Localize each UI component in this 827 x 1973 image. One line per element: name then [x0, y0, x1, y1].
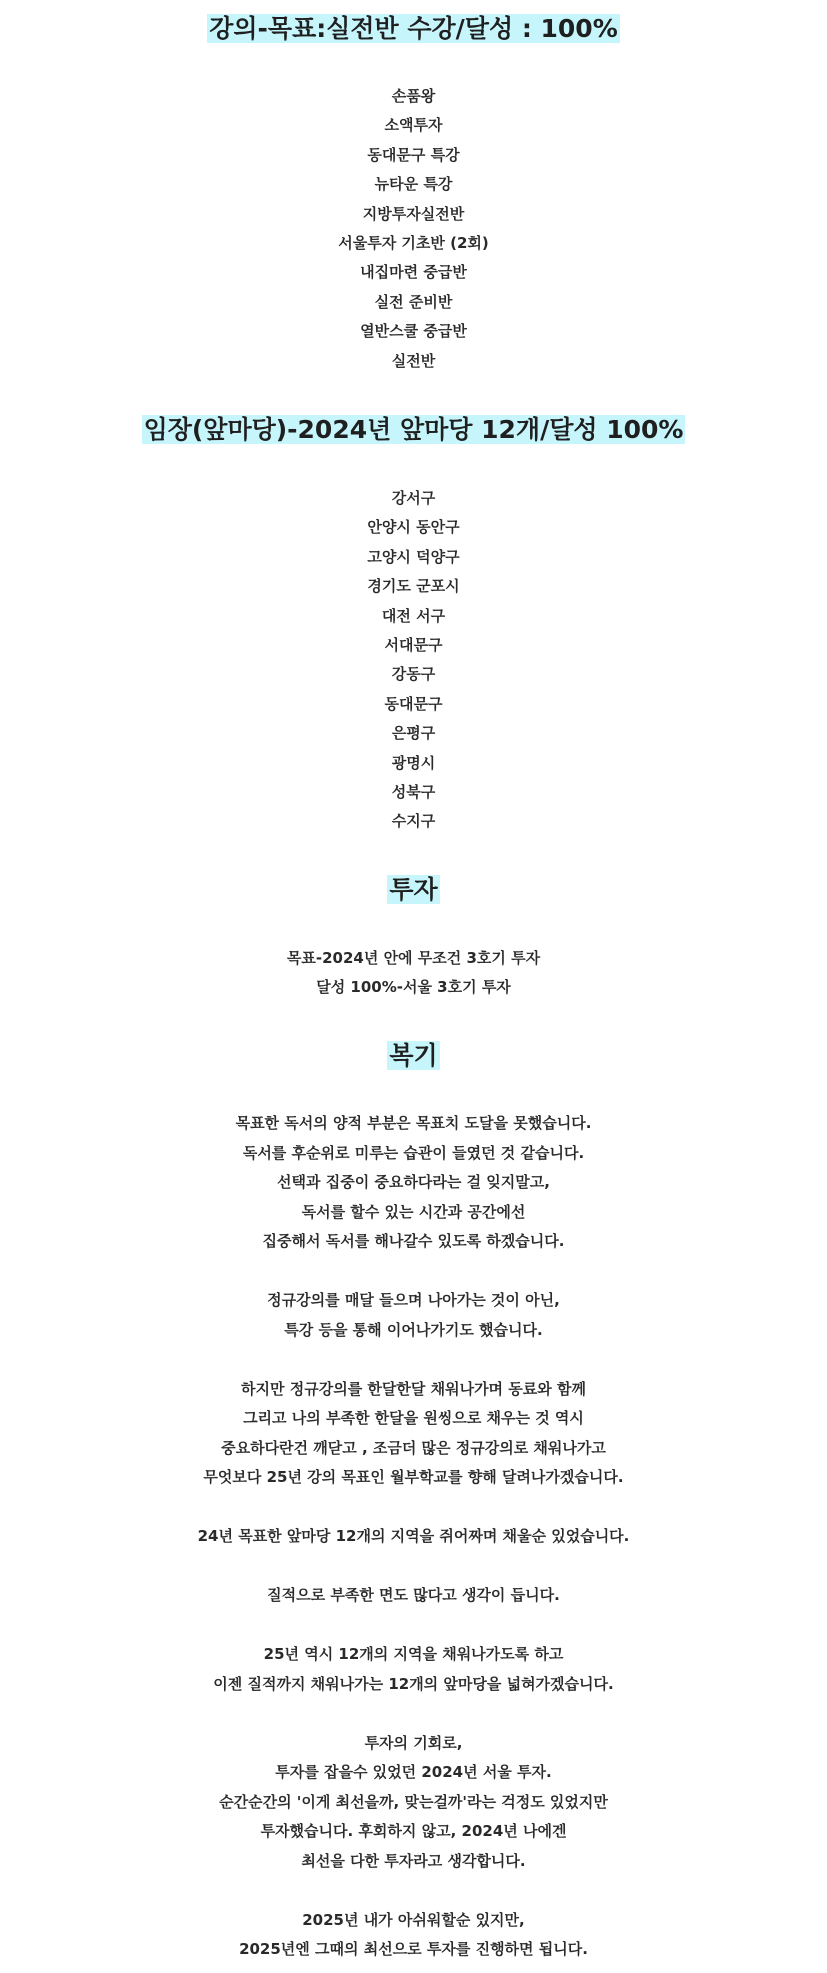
- section-heading-investment: [0, 873, 827, 907]
- investment-list: [0, 944, 827, 1003]
- list-item: 손품왕: [391, 87, 436, 105]
- region-list: [0, 484, 827, 837]
- blank-line: [0, 1345, 827, 1375]
- list-item: 대전 서구: [381, 606, 446, 625]
- list-item: 성북구: [391, 782, 436, 801]
- review-line: 집중해서 독서를 해나갈수 있도록 하겠습니다.: [262, 1232, 565, 1250]
- blank-line: [0, 1876, 827, 1906]
- blank-line: [0, 1257, 827, 1287]
- review-line: 24년 목표한 앞마당 12개의 지역을 쥐어짜며 채울순 있었습니다.: [197, 1527, 630, 1545]
- review-line: 특강 등을 통해 이어나가기도 했습니다.: [284, 1320, 543, 1339]
- review-line: 최선을 다한 투자라고 생각합니다.: [301, 1851, 526, 1870]
- list-item: 경기도 군포시: [367, 577, 460, 596]
- review-line: 이젠 질적까지 채워나가는 12개의 앞마당을 넓혀가겠습니다.: [213, 1674, 614, 1693]
- section-heading-review: [0, 1039, 827, 1073]
- blank-line: [0, 1611, 827, 1641]
- blank-line: [0, 1699, 827, 1729]
- review-line: 투자했습니다. 후회하지 않고, 2024년 나에겐: [260, 1822, 567, 1840]
- review-line: 투자를 잡을수 있었던 2024년 서울 투자.: [275, 1763, 552, 1781]
- review-paragraph: [0, 1109, 827, 1965]
- list-item: 고양시 덕양구: [367, 547, 460, 566]
- review-line: 질적으로 부족한 면도 많다고 생각이 듭니다.: [267, 1586, 560, 1604]
- list-item: 실전반: [391, 351, 436, 370]
- heading-highlight: 복기: [389, 1041, 438, 1070]
- heading-highlight: 임장(앞마당)-2024년 앞마당 12개/달성 100%: [143, 415, 684, 444]
- list-item: 동대문구 특강: [367, 145, 460, 164]
- section-heading-lectures: [0, 12, 827, 46]
- list-item: 안양시 동안구: [367, 518, 460, 537]
- review-line: 투자의 기회로,: [364, 1733, 463, 1752]
- list-item: 강동구: [391, 665, 436, 684]
- review-line: 목표한 독서의 양적 부분은 목표치 도달을 못했습니다.: [235, 1114, 592, 1132]
- review-line: 25년 역시 12개의 지역을 채워나가도록 하고: [263, 1645, 564, 1663]
- list-item: 강서구: [391, 489, 436, 507]
- list-item: 광명시: [391, 753, 436, 772]
- review-line: 2025년엔 그때의 최선으로 투자를 진행하면 됩니다.: [239, 1940, 588, 1958]
- list-item: 달성 100%-서울 3호기 투자: [316, 978, 511, 997]
- review-line: 독서를 할수 있는 시간과 공간에선: [301, 1202, 526, 1221]
- review-line: 무엇보다 25년 강의 목표인 월부학교를 향해 달려나가겠습니다.: [203, 1468, 624, 1486]
- review-line: 순간순간의 '이게 최선을까, 맞는걸까'라는 걱정도 있었지만: [219, 1792, 608, 1811]
- list-item: 열반스쿨 중급반: [360, 322, 467, 341]
- heading-highlight: 강의-목표:실전반 수강/달성 : 100%: [209, 14, 618, 43]
- heading-highlight: 투자: [389, 875, 438, 904]
- review-line: 하지만 정규강의를 한달한달 채워나가며 동료와 함께: [241, 1379, 586, 1398]
- list-item: 뉴타운 특강: [374, 175, 453, 194]
- list-item: 내집마련 중급반: [360, 263, 467, 282]
- lecture-list: [0, 82, 827, 376]
- section-heading-imjang: [0, 413, 827, 447]
- list-item: 수지구: [391, 812, 436, 831]
- list-item: 지방투자실전반: [362, 204, 465, 223]
- blank-line: [0, 1552, 827, 1582]
- list-item: 서울투자 기초반 (2회): [338, 233, 489, 252]
- review-line: 선택과 집중이 중요하다라는 걸 잊지말고,: [277, 1173, 550, 1191]
- blank-line: [0, 1493, 827, 1523]
- list-item: 실전 준비반: [374, 292, 453, 311]
- list-item: 목표-2024년 안에 무조건 3호기 투자: [286, 949, 541, 967]
- list-item: 은평구: [391, 724, 436, 743]
- review-line: 중요하다란건 깨닫고 , 조금더 많은 정규강의로 채워나가고: [221, 1438, 606, 1457]
- list-item: 동대문구: [384, 694, 443, 713]
- review-line: 2025년 내가 아쉬워할순 있지만,: [302, 1910, 525, 1929]
- review-line: 정규강의를 매달 들으며 나아가는 것이 아닌,: [267, 1291, 560, 1309]
- list-item: 소액투자: [384, 116, 443, 135]
- review-line: 독서를 후순위로 미루는 습관이 들였던 것 같습니다.: [242, 1143, 585, 1162]
- review-line: 그리고 나의 부족한 한달을 원씽으로 채우는 것 역시: [243, 1409, 584, 1427]
- list-item: 서대문구: [384, 635, 443, 654]
